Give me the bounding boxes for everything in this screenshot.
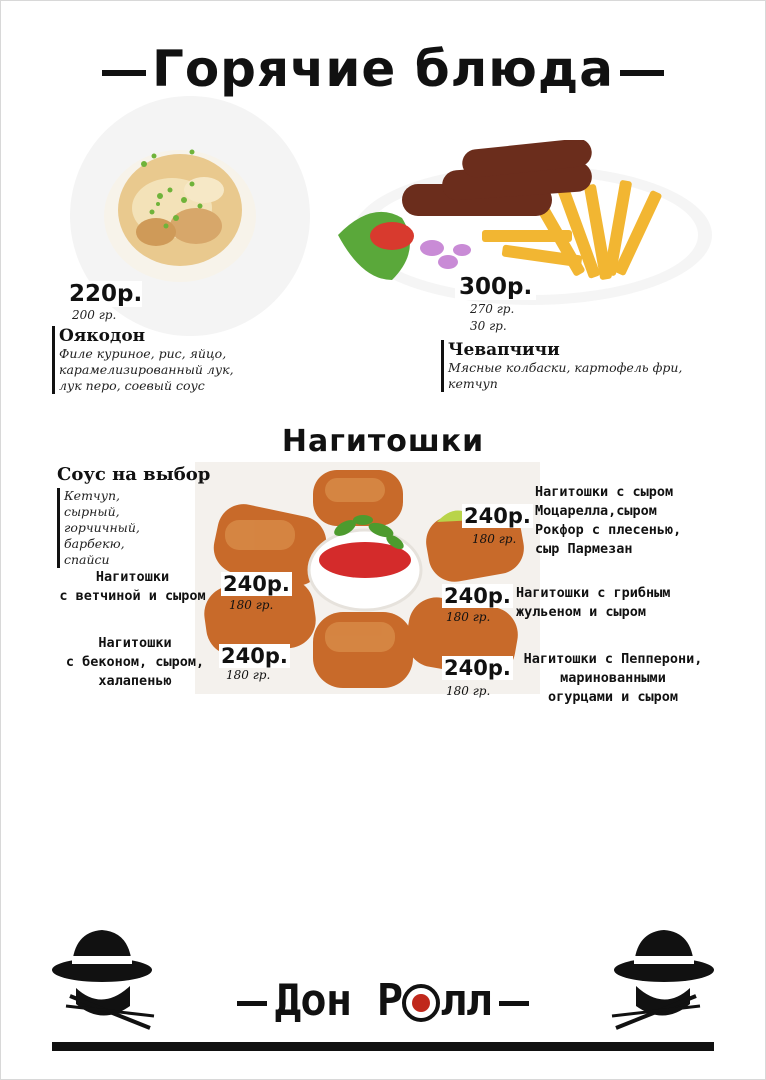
label-line: Нагитошки с грибным bbox=[516, 585, 671, 601]
title-dash-right bbox=[620, 70, 664, 76]
sauce-item: спайси bbox=[64, 552, 110, 567]
brand-logo bbox=[0, 975, 766, 1026]
sauce-item: барбекю, bbox=[64, 536, 125, 551]
oyakodon-price: 220р. bbox=[69, 281, 143, 307]
nugget-bacon-label bbox=[50, 634, 220, 691]
oyakodon-desc-3: лук перо, соевый соус bbox=[59, 378, 205, 393]
cevapcici-weight-2: 30 гр. bbox=[470, 319, 507, 333]
label-line: Нагитошки с Пепперони, bbox=[523, 651, 703, 667]
oyakodon-photo bbox=[100, 130, 260, 290]
nugget-pepperoni-price: 240р. bbox=[444, 656, 511, 680]
label-line: Нагитошки bbox=[95, 569, 170, 585]
nugget-mushroom-price: 240р. bbox=[444, 584, 511, 608]
nugget-cheese-price: 240р. bbox=[464, 504, 531, 528]
brand-dash-right bbox=[499, 1001, 529, 1006]
footer-rule bbox=[52, 1042, 714, 1051]
label-line: жульеном и сыром bbox=[516, 604, 647, 620]
page-title bbox=[0, 40, 766, 98]
label-line: огурцами и сыром bbox=[547, 689, 679, 705]
label-line: Рокфор с плесенью, bbox=[535, 522, 682, 538]
nugget-pepperoni-weight: 180 гр. bbox=[446, 684, 491, 698]
sauce-title: Соус на выбор bbox=[57, 464, 211, 485]
nugget-cheese-weight: 180 гр. bbox=[472, 532, 517, 546]
label-line: Нагитошки с сыром bbox=[535, 484, 674, 500]
label-line: Моцарелла,сыром bbox=[535, 503, 657, 519]
oyakodon-desc-2: карамелизированный лук, bbox=[59, 362, 234, 377]
nuggets-section-title: Нагитошки bbox=[281, 424, 485, 459]
cevapcici-weight-1: 270 гр. bbox=[470, 302, 515, 316]
oyakodon-desc-1: Филе куриное, рис, яйцо, bbox=[59, 346, 227, 361]
oyakodon-name: Оякодон bbox=[59, 326, 146, 346]
brand-dash-left bbox=[237, 1001, 267, 1006]
label-line: Нагитошки bbox=[98, 635, 172, 651]
brand-roll-icon bbox=[402, 984, 440, 1022]
nugget-mushroom-weight: 180 гр. bbox=[446, 610, 491, 624]
nugget-bacon-weight: 180 гр. bbox=[226, 668, 271, 682]
cevapcici-desc-2: кетчуп bbox=[448, 376, 498, 391]
label-line: с беконом, сыром, bbox=[65, 654, 205, 670]
cevapcici-price: 300р. bbox=[455, 274, 536, 300]
nugget-mushroom-label bbox=[516, 584, 670, 622]
title-text: Горячие блюда bbox=[151, 40, 615, 98]
brand-text-right: лл bbox=[440, 975, 492, 1026]
label-line: с ветчиной и сыром bbox=[59, 588, 206, 604]
label-line: халапенью bbox=[98, 673, 172, 689]
oyakodon-weight: 200 гр. bbox=[72, 308, 117, 322]
nugget-pepperoni-label bbox=[509, 650, 717, 707]
title-dash-left bbox=[102, 70, 146, 76]
label-line: маринованными bbox=[560, 670, 666, 686]
nugget-ham-label bbox=[40, 568, 225, 606]
oyakodon-info bbox=[52, 326, 289, 394]
nugget-ham-price: 240р. bbox=[223, 572, 290, 596]
nugget-cheese-label bbox=[535, 483, 681, 559]
sauce-list bbox=[57, 488, 140, 568]
label-line: сыр Пармезан bbox=[535, 541, 633, 557]
nugget-bacon-price: 240р. bbox=[221, 644, 288, 668]
cevapcici-name: Чевапчичи bbox=[448, 340, 560, 360]
nugget-ham-weight: 180 гр. bbox=[229, 598, 274, 612]
cevapcici-desc-1: Мясные колбаски, картофель фри, bbox=[448, 360, 683, 375]
brand-text-left: Дон Р bbox=[274, 975, 403, 1026]
sauce-item: Кетчуп, bbox=[64, 488, 120, 503]
sauce-item: горчичный, bbox=[64, 520, 140, 535]
cevapcici-info bbox=[441, 340, 718, 392]
sauce-item: сырный, bbox=[64, 504, 120, 519]
